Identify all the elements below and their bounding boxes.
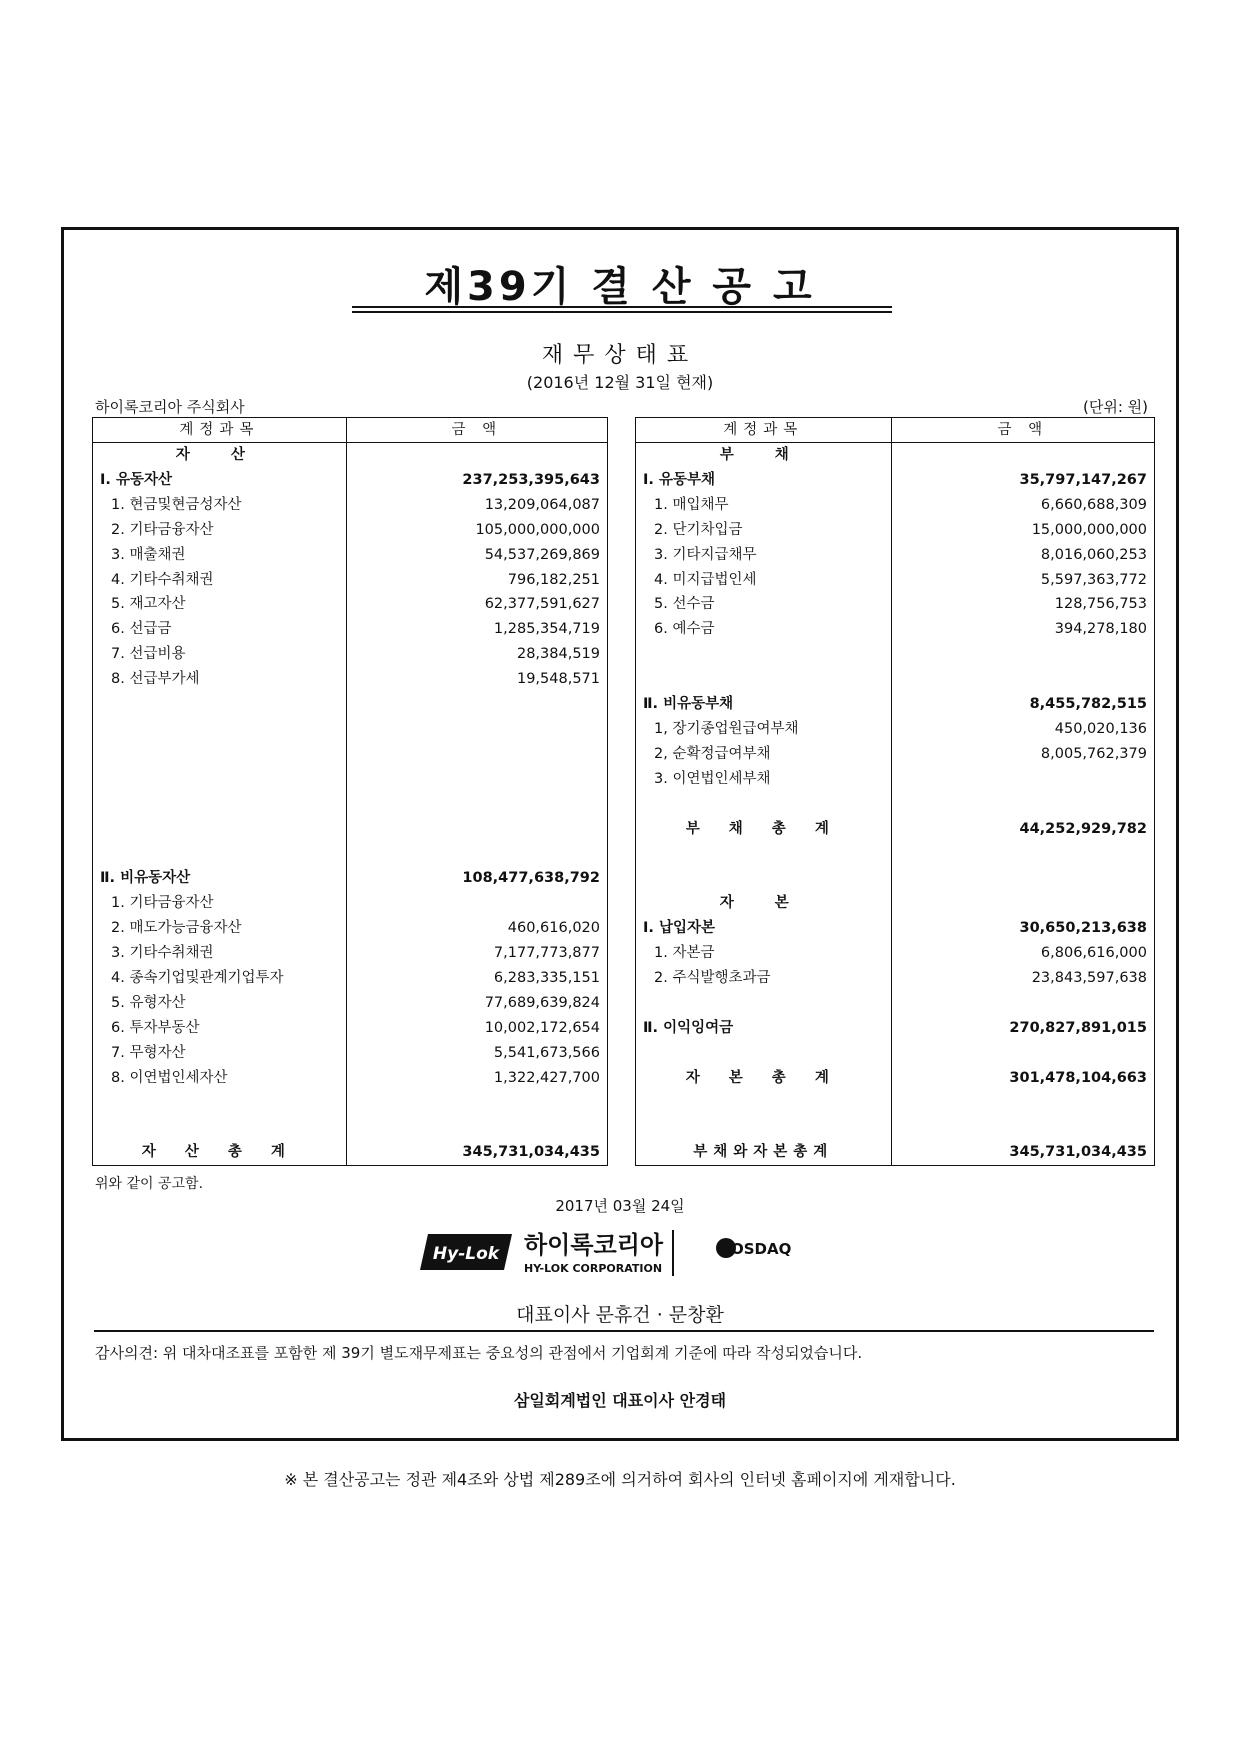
table-row-amount: 77,689,639,824 — [346, 991, 607, 1016]
table-row-label: 2. 매도가능금융자산 — [93, 916, 347, 941]
table-row-label: 2. 단기차입금 — [636, 518, 892, 543]
table-header — [636, 418, 1155, 443]
company-logos — [420, 1226, 840, 1278]
table-row-label: 1. 매입채무 — [636, 493, 892, 518]
divider — [94, 1330, 1154, 1332]
table-row-amount: 15,000,000,000 — [891, 518, 1154, 543]
table-row-label: 4. 기타수취채권 — [93, 568, 347, 593]
table-row-label: 7. 선급비용 — [93, 642, 347, 667]
table-row-amount: 460,616,020 — [346, 916, 607, 941]
table-row-label: 5. 재고자산 — [93, 592, 347, 617]
table-row-amount: 6,660,688,309 — [891, 493, 1154, 518]
paidin-capital-amount: 30,650,213,638 — [891, 916, 1154, 941]
svg-text:Hy-Lok: Hy-Lok — [432, 1244, 500, 1264]
table-row-amount: 8,016,060,253 — [891, 543, 1154, 568]
kosdaq-logo — [716, 1238, 791, 1258]
notice-title: 제39기 결 산 공 고 — [424, 264, 816, 310]
table-row-amount: 7,177,773,877 — [346, 941, 607, 966]
header-account: 계정과목 — [93, 418, 347, 443]
table-row-amount: 128,756,753 — [891, 592, 1154, 617]
table-row-label: 5. 선수금 — [636, 592, 892, 617]
table-row-label: 5. 유형자산 — [93, 991, 347, 1016]
audit-opinion: 감사의견: 위 대차대조표를 포함한 제 39기 별도재무제표는 중요성의 관점에서 기업회계 기준에 따라 작성되었습니다. — [95, 1344, 863, 1362]
table-row-amount: 19,548,571 — [346, 667, 607, 692]
total-equity-amount: 301,478,104,663 — [891, 1066, 1154, 1091]
table-row-amount: 1,285,354,719 — [346, 617, 607, 642]
table-row-amount: 6,283,335,151 — [346, 966, 607, 991]
current-liabilities-amount: 35,797,147,267 — [891, 468, 1154, 493]
auditor-signature: 삼일회계법인 대표이사 안경태 — [513, 1391, 727, 1410]
grand-total-amount: 345,731,034,435 — [891, 1140, 1154, 1165]
table-row-amount: 105,000,000,000 — [346, 518, 607, 543]
table-row-amount: 450,020,136 — [891, 717, 1154, 742]
table-row-label: 6. 예수금 — [636, 617, 892, 642]
current-liabilities-label: Ⅰ. 유동부채 — [636, 468, 892, 493]
title-underline — [352, 306, 892, 308]
table-row-amount: 62,377,591,627 — [346, 592, 607, 617]
title-underline-double — [352, 311, 892, 313]
section-equity: 자 본 — [636, 891, 892, 916]
total-assets-label: 자 산 총 계 — [93, 1140, 347, 1165]
table-row-amount — [891, 767, 1154, 792]
table-row-label: 4. 종속기업및관계기업투자 — [93, 966, 347, 991]
noncurrent-liabilities-label: Ⅱ. 비유동부채 — [636, 692, 892, 717]
table-row-amount: 1,322,427,700 — [346, 1066, 607, 1091]
footnote: ※ 본 결산공고는 정관 제4조와 상법 제289조에 의거하여 회사의 인터넷 홈페이지에 게재합니다. — [284, 1470, 956, 1489]
table-row-label: 3. 기타지급채무 — [636, 543, 892, 568]
paidin-capital-label: Ⅰ. 납입자본 — [636, 916, 892, 941]
statement-title: 재무상태표 — [541, 343, 699, 368]
svg-text:KOSDAQ: KOSDAQ — [720, 1240, 792, 1258]
logo-company-kr: 하이록코리아 — [524, 1231, 664, 1259]
noncurrent-assets-amount: 108,477,638,792 — [346, 866, 607, 891]
table-row-label: 1. 기타금융자산 — [93, 891, 347, 916]
table-row-label: 7. 무형자산 — [93, 1041, 347, 1066]
table-row-label: 6. 투자부동산 — [93, 1016, 347, 1041]
table-row-label: 3. 기타수취채권 — [93, 941, 347, 966]
section-liabilities: 부 채 — [636, 443, 892, 468]
table-row-amount: 8,005,762,379 — [891, 742, 1154, 767]
table-row-amount: 10,002,172,654 — [346, 1016, 607, 1041]
table-row-label: 2. 주식발행초과금 — [636, 966, 892, 991]
table-row-label: 2. 기타금융자산 — [93, 518, 347, 543]
table-row-amount: 13,209,064,087 — [346, 493, 607, 518]
table-row-label: 1. 자본금 — [636, 941, 892, 966]
total-liabilities-label: 부 채 총 계 — [636, 817, 892, 842]
header-amount: 금 액 — [346, 418, 607, 443]
table-row-amount: 394,278,180 — [891, 617, 1154, 642]
grand-total-label: 부채와자본총계 — [636, 1140, 892, 1165]
table-row-label: 8. 선급부가세 — [93, 667, 347, 692]
table-row-label: 1. 현금및현금성자산 — [93, 493, 347, 518]
current-assets-amount: 237,253,395,643 — [346, 468, 607, 493]
retained-earnings-amount: 270,827,891,015 — [891, 1016, 1154, 1041]
table-row-amount — [346, 891, 607, 916]
table-row-amount: 28,384,519 — [346, 642, 607, 667]
representative-line: 대표이사 문휴건 · 문창환 — [516, 1304, 724, 1326]
table-row-label: 8. 이연법인세자산 — [93, 1066, 347, 1091]
table-row-amount: 796,182,251 — [346, 568, 607, 593]
liabilities-equity-table — [635, 417, 1155, 1166]
table-row-amount: 54,537,269,869 — [346, 543, 607, 568]
notice-statement: 위와 같이 공고함. — [95, 1176, 204, 1192]
statement-date: (2016년 12월 31일 현재) — [526, 373, 714, 392]
table-header — [93, 418, 608, 443]
section-assets: 자 산 — [93, 443, 347, 468]
noncurrent-assets-label: Ⅱ. 비유동자산 — [93, 866, 347, 891]
logo-company-en: HY-LOK CORPORATION — [524, 1262, 663, 1275]
table-row-label: 1, 장기종업원급여부채 — [636, 717, 892, 742]
table-row-label: 3. 매출채권 — [93, 543, 347, 568]
table-row-label: 2, 순확정급여부채 — [636, 742, 892, 767]
total-equity-label: 자 본 총 계 — [636, 1066, 892, 1091]
current-assets-label: Ⅰ. 유동자산 — [93, 468, 347, 493]
unit-label: (단위: 원) — [1083, 398, 1148, 416]
table-row-amount: 23,843,597,638 — [891, 966, 1154, 991]
publish-date: 2017년 03월 24일 — [555, 1197, 685, 1215]
table-row-label: 6. 선급금 — [93, 617, 347, 642]
noncurrent-liabilities-amount: 8,455,782,515 — [891, 692, 1154, 717]
assets-table — [92, 417, 608, 1166]
table-row-amount: 5,541,673,566 — [346, 1041, 607, 1066]
retained-earnings-label: Ⅱ. 이익잉여금 — [636, 1016, 892, 1041]
table-row-label: 4. 미지급법인세 — [636, 568, 892, 593]
table-row-amount: 5,597,363,772 — [891, 568, 1154, 593]
company-name: 하이록코리아 주식회사 — [95, 398, 245, 416]
total-liabilities-amount: 44,252,929,782 — [891, 817, 1154, 842]
table-row-label: 3. 이연법인세부채 — [636, 767, 892, 792]
total-assets-amount: 345,731,034,435 — [346, 1140, 607, 1165]
hylok-logo — [420, 1234, 512, 1270]
table-row-amount: 6,806,616,000 — [891, 941, 1154, 966]
header-amount: 금 액 — [891, 418, 1154, 443]
header-account: 계정과목 — [636, 418, 892, 443]
